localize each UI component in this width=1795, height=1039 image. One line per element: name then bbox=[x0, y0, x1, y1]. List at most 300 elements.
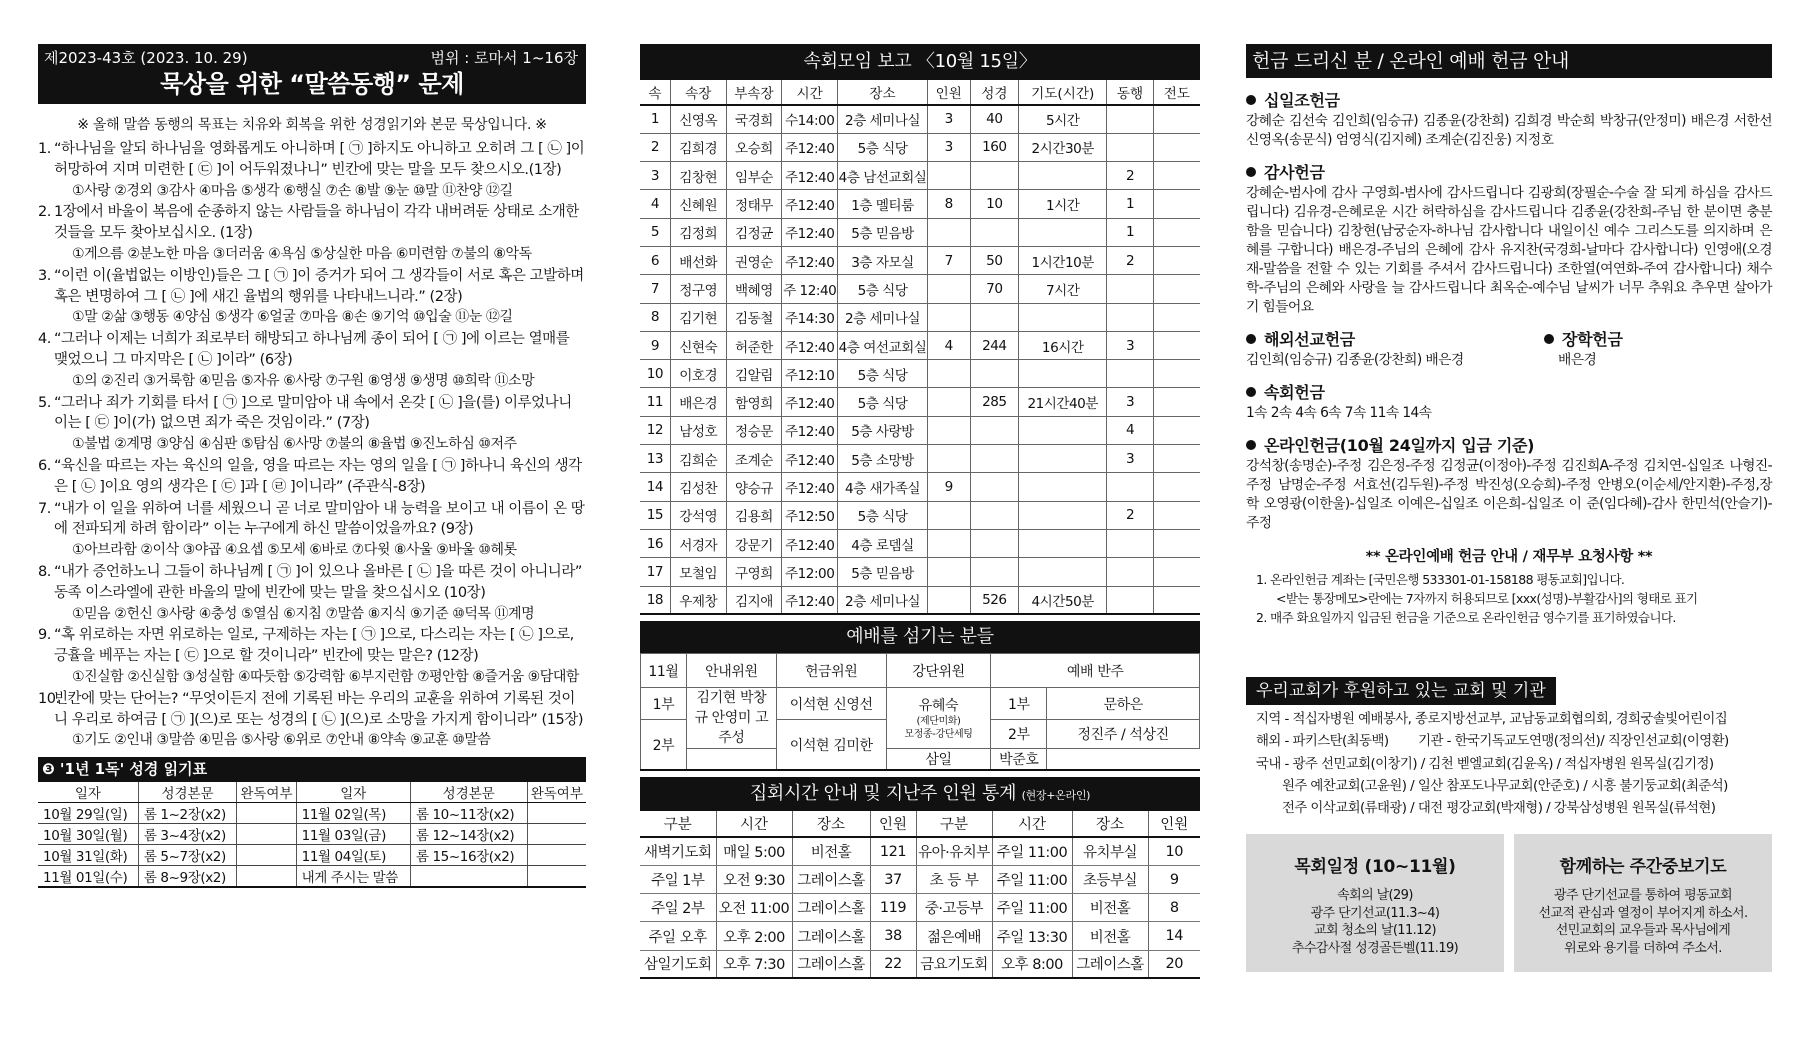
meeting-cell: 2층 세미나실 bbox=[838, 303, 928, 331]
meeting-cell: 7 bbox=[640, 275, 670, 303]
gathering-title-text: 집회시간 안내 및 지난주 인원 통계 bbox=[749, 783, 1017, 805]
online-title: 온라인헌금(10월 24일까지 입금 기준) bbox=[1264, 436, 1535, 455]
gathering-cell: 유치부실 bbox=[1072, 837, 1148, 865]
gathering-header: 시간 bbox=[992, 811, 1072, 837]
question-text: “육신을 따르는 자는 육신의 일을, 영을 따르는 자는 영의 일을 [ ㉠ ]하나니 육신의 생각은 [ ㉡ ]이요 영의 생각은 [ ㉢ ]과 [ ㉣ ]이니라” (주관식-8장) bbox=[54, 457, 582, 495]
support-line: 전주 이삭교회(류태광) / 대전 평강교회(박재형) / 강북삼성병원 원목실(류석현) bbox=[1256, 801, 1716, 817]
offering-header: 헌금위원 bbox=[776, 654, 886, 688]
meeting-cell: 2층 세미나실 bbox=[838, 586, 928, 614]
meeting-cell: 12 bbox=[640, 416, 670, 444]
support-line: 국내 - 광주 선민교회(이창기) / 김천 벧엘교회(김윤옥) / 적십자병원 원목실(김기정) bbox=[1256, 756, 1714, 772]
meeting-header: 동행 bbox=[1107, 80, 1154, 105]
meeting-cell bbox=[970, 473, 1019, 501]
meeting-cell: 정승문 bbox=[726, 416, 782, 444]
bullet-icon bbox=[1544, 334, 1554, 344]
question-number: 8. bbox=[38, 563, 51, 580]
meeting-cell bbox=[1153, 331, 1200, 359]
reading-row bbox=[38, 803, 586, 824]
meeting-cell: 1시간10분 bbox=[1019, 246, 1107, 274]
gathering-cell: 비전홀 bbox=[1072, 894, 1148, 922]
meeting-cell bbox=[1153, 416, 1200, 444]
meeting-cell: 160 bbox=[970, 133, 1019, 161]
meeting-cell: 주12:00 bbox=[782, 558, 838, 586]
meeting-row bbox=[640, 473, 1200, 501]
reading-cell: 롬 15~16장(x2) bbox=[410, 845, 527, 866]
reading-plan-title: ❸ '1년 1독' 성경 읽기표 bbox=[38, 757, 586, 782]
meeting-header: 기도(시간) bbox=[1019, 80, 1107, 105]
meeting-cell: 배선화 bbox=[670, 246, 726, 274]
meeting-cell: 2 bbox=[1107, 162, 1154, 190]
gathering-cell: 금요기도회 bbox=[916, 950, 992, 978]
box-line: 교회 청소의 날(11.12) bbox=[1314, 923, 1436, 939]
meeting-cell: 10 bbox=[640, 360, 670, 388]
meeting-cell: 신혜원 bbox=[670, 190, 726, 218]
question-item bbox=[38, 266, 586, 328]
question-text: “내가 증언하노니 그들이 하나님께 [ ㉠ ]이 있으나 올바른 [ ㉡ ]을 따른 것이 아니니라” 동족 이스라엘에 관한 바울의 말에 빈칸에 맞는 말을 찾으십시오 (10장) bbox=[54, 563, 582, 601]
meeting-header: 시간 bbox=[782, 80, 838, 105]
meeting-cell: 5층 식당 bbox=[838, 360, 928, 388]
meeting-row bbox=[640, 218, 1200, 246]
reading-cell bbox=[527, 824, 586, 845]
meeting-cell bbox=[927, 416, 970, 444]
meeting-cell: 4 bbox=[1107, 416, 1154, 444]
meeting-row bbox=[640, 303, 1200, 331]
support-title: 우리교회가 후원하고 있는 교회 및 기관 bbox=[1246, 677, 1556, 705]
reading-cell: 롬 5~7장(x2) bbox=[138, 845, 236, 866]
meeting-cell: 15 bbox=[640, 501, 670, 529]
question-item bbox=[38, 689, 586, 751]
part1-label: 1부 bbox=[641, 688, 687, 720]
meeting-cell: 3 bbox=[927, 105, 970, 133]
gathering-cell: 그레이스홀 bbox=[792, 866, 870, 894]
meeting-cell: 1 bbox=[1107, 218, 1154, 246]
question-choices: ①의 ②진리 ③거룩함 ④믿음 ⑤자유 ⑥사랑 ⑦구원 ⑧영생 ⑨생명 ⑩희락 ⑪소망 bbox=[72, 372, 535, 389]
meeting-cell bbox=[927, 388, 970, 416]
quiz-header bbox=[38, 44, 586, 104]
meeting-cell: 김동철 bbox=[726, 303, 782, 331]
gathering-cell: 오후 8:00 bbox=[992, 950, 1072, 978]
meeting-cell: 주12:40 bbox=[782, 331, 838, 359]
meeting-cell bbox=[927, 303, 970, 331]
meeting-report-title: 속회모임 보고 〈10월 15일〉 bbox=[640, 44, 1200, 80]
meeting-cell bbox=[1153, 388, 1200, 416]
meeting-cell: 4 bbox=[927, 331, 970, 359]
box-line: 광주 단기선교(11.3~4) bbox=[1310, 905, 1440, 921]
meeting-cell bbox=[1153, 162, 1200, 190]
meeting-cell: 13 bbox=[640, 445, 670, 473]
mission-title: 해외선교헌금 bbox=[1264, 330, 1355, 349]
question-number: 10. bbox=[38, 690, 60, 707]
meeting-cell: 5층 믿음방 bbox=[838, 558, 928, 586]
meeting-cell: 1층 멜티룸 bbox=[838, 190, 928, 218]
question-number: 2. bbox=[38, 204, 51, 221]
meeting-cell: 7 bbox=[927, 246, 970, 274]
reading-cell: 내게 주시는 말씀 bbox=[296, 866, 410, 888]
prayer-box bbox=[1514, 834, 1772, 972]
meeting-cell bbox=[970, 445, 1019, 473]
meeting-cell: 김기현 bbox=[670, 303, 726, 331]
gathering-header: 구분 bbox=[640, 811, 716, 837]
meeting-cell: 남성호 bbox=[670, 416, 726, 444]
meeting-cell: 4층 새가족실 bbox=[838, 473, 928, 501]
question-choices: ①사랑 ②경외 ③감사 ④마음 ⑤생각 ⑥행실 ⑦손 ⑧발 ⑨눈 ⑩말 ⑪찬양 ⑫길 bbox=[72, 182, 513, 199]
meeting-cell bbox=[970, 360, 1019, 388]
gathering-cell: 오후 2:00 bbox=[716, 922, 792, 950]
gathering-table bbox=[640, 811, 1200, 979]
meeting-cell: 이호경 bbox=[670, 360, 726, 388]
meeting-cell: 김지애 bbox=[726, 586, 782, 614]
thanks-section bbox=[1246, 160, 1772, 317]
meeting-cell: 526 bbox=[970, 586, 1019, 614]
reading-header: 일자 bbox=[296, 782, 410, 803]
reading-header: 완독여부 bbox=[527, 782, 586, 803]
meeting-cell: 조계순 bbox=[726, 445, 782, 473]
gathering-cell: 22 bbox=[870, 950, 916, 978]
notice-title: ** 온라인예배 헌금 안내 / 재무부 요청사항 ** bbox=[1365, 549, 1653, 565]
support-line: 지역 - 적십자병원 예배봉사, 종로지방선교부, 교남동교회협의회, 경희궁솔빛어린이집 bbox=[1256, 712, 1728, 727]
notice-line-1b: <받는 통장메모>란에는 7자까지 허용되므로 [xxx(성명)-부활감사]의 형태로 표기 bbox=[1276, 591, 1698, 606]
notice-line-1: 1. 온라인헌금 계좌는 [국민은행 533301-01-158188 평동교회]입니다. bbox=[1256, 572, 1625, 587]
reading-cell bbox=[527, 803, 586, 824]
gathering-cell: 38 bbox=[870, 922, 916, 950]
question-choices: ①말 ②삶 ③행동 ④양심 ⑤생각 ⑥얼굴 ⑦마음 ⑧손 ⑨기억 ⑩입술 ⑪눈 ⑫길 bbox=[72, 309, 513, 326]
meeting-cell: 우제창 bbox=[670, 586, 726, 614]
bullet-icon bbox=[1246, 167, 1256, 177]
gathering-cell: 주일 11:00 bbox=[992, 894, 1072, 922]
gathering-cell: 주일 2부 bbox=[640, 894, 716, 922]
meeting-cell: 21시간40분 bbox=[1019, 388, 1107, 416]
gathering-cell: 주일 오후 bbox=[640, 922, 716, 950]
meeting-cell: 16시간 bbox=[1019, 331, 1107, 359]
question-number: 9. bbox=[38, 627, 51, 644]
meeting-row bbox=[640, 133, 1200, 161]
bullet-icon bbox=[1246, 334, 1256, 344]
meeting-cell: 주12:40 bbox=[782, 445, 838, 473]
gathering-cell: 121 bbox=[870, 837, 916, 865]
question-text: “그러나 이제는 너희가 죄로부터 해방되고 하나님께 종이 되어 [ ㉠ ]에 이르는 열매를 맺었으니 그 마지막은 [ ㉡ ]이라” (6장) bbox=[54, 331, 570, 368]
meeting-cell bbox=[1107, 586, 1154, 614]
meeting-row bbox=[640, 360, 1200, 388]
gathering-cell: 그레이스홀 bbox=[1072, 950, 1148, 978]
question-text: “내가 이 일을 위하여 너를 세웠으니 곧 너로 말미암아 내 능력을 보이고 내 이름이 온 땅에 전파되게 하려 함이라” 이는 누구에게 하신 말씀이었을까요? (9장) bbox=[54, 500, 585, 538]
meeting-cell bbox=[1019, 162, 1107, 190]
meeting-cell bbox=[927, 218, 970, 246]
meeting-cell: 주12:40 bbox=[782, 388, 838, 416]
gathering-cell: 비전홀 bbox=[1072, 922, 1148, 950]
meeting-header: 부속장 bbox=[726, 80, 782, 105]
meeting-cell bbox=[1107, 529, 1154, 557]
meeting-cell: 신영옥 bbox=[670, 105, 726, 133]
meeting-row bbox=[640, 586, 1200, 614]
question-choices: ①아브라함 ②이삭 ③야곱 ④요셉 ⑤모세 ⑥바로 ⑦다윗 ⑧사울 ⑨바울 ⑩헤롯 bbox=[72, 542, 517, 559]
tithe-section bbox=[1246, 88, 1772, 150]
meeting-cell: 4층 로뎀실 bbox=[838, 529, 928, 557]
meeting-report-table bbox=[640, 80, 1200, 615]
meeting-header: 인원 bbox=[927, 80, 970, 105]
reading-cell bbox=[237, 845, 296, 866]
meeting-cell: 주 12:40 bbox=[782, 275, 838, 303]
meeting-header: 전도 bbox=[1153, 80, 1200, 105]
meeting-cell bbox=[1153, 133, 1200, 161]
meeting-cell bbox=[927, 529, 970, 557]
question-item bbox=[38, 456, 586, 498]
meeting-row bbox=[640, 558, 1200, 586]
support-line: 원주 예찬교회(고윤원) / 일산 참포도나무교회(안준호) / 시흥 불기둥교회(최준석) bbox=[1256, 778, 1728, 794]
meeting-cell: 강문기 bbox=[726, 529, 782, 557]
meeting-header: 성경 bbox=[970, 80, 1019, 105]
altar-cell bbox=[886, 688, 991, 749]
meeting-cell: 8 bbox=[927, 190, 970, 218]
meeting-cell: 주12:40 bbox=[782, 473, 838, 501]
gathering-row bbox=[640, 922, 1200, 950]
question-item bbox=[38, 499, 586, 561]
online-notice bbox=[1246, 545, 1772, 627]
meeting-cell bbox=[1153, 218, 1200, 246]
meeting-cell bbox=[1019, 501, 1107, 529]
meeting-cell: 주12:40 bbox=[782, 586, 838, 614]
box-line: 선민교회의 교우들과 목사님에게 bbox=[1555, 923, 1731, 939]
reading-cell bbox=[527, 845, 586, 866]
gathering-cell: 119 bbox=[870, 894, 916, 922]
reading-cell: 10월 30일(월) bbox=[38, 824, 138, 845]
meeting-cell: 285 bbox=[970, 388, 1019, 416]
meeting-cell bbox=[1153, 190, 1200, 218]
gathering-cell: 그레이스홀 bbox=[792, 922, 870, 950]
gathering-cell: 10 bbox=[1148, 837, 1200, 865]
reading-header: 완독여부 bbox=[237, 782, 296, 803]
prayer-title: 함께하는 주간중보기도 bbox=[1559, 857, 1727, 878]
reading-cell: 10월 31일(화) bbox=[38, 845, 138, 866]
meeting-row bbox=[640, 445, 1200, 473]
meeting-cell bbox=[1019, 473, 1107, 501]
meeting-cell: 3 bbox=[640, 162, 670, 190]
gathering-row bbox=[640, 894, 1200, 922]
question-choices: ①진실함 ②신실함 ③성실함 ④따듯함 ⑤강력함 ⑥부지런함 ⑦평안함 ⑧즐거움 ⑨담대함 bbox=[72, 668, 579, 685]
meeting-cell: 2 bbox=[1107, 501, 1154, 529]
meeting-cell bbox=[1019, 218, 1107, 246]
question-number: 6. bbox=[38, 457, 51, 474]
altar-name: 유혜숙 bbox=[918, 698, 959, 715]
meeting-cell bbox=[927, 162, 970, 190]
quiz-column bbox=[38, 44, 586, 888]
meeting-row bbox=[640, 388, 1200, 416]
gathering-row bbox=[640, 866, 1200, 894]
meeting-cell: 주12:40 bbox=[782, 133, 838, 161]
meeting-cell bbox=[927, 275, 970, 303]
meeting-cell bbox=[1107, 303, 1154, 331]
meeting-cell bbox=[970, 162, 1019, 190]
meeting-cell bbox=[1019, 303, 1107, 331]
meeting-row bbox=[640, 162, 1200, 190]
online-section bbox=[1246, 433, 1772, 533]
servants-table bbox=[640, 653, 1200, 771]
meeting-cell bbox=[1019, 416, 1107, 444]
thanks-list: 강혜순-범사에 감사 구영희-범사에 감사드립니다 김광희(장필순-수술 잘 되게 하심을 감사드립니다) 김유경-은혜로운 시간 허락하심을 감사드립니다 김종윤(강찬희-주님 한 분이면 충분함을 믿습니다) 김창현(남궁순자-하나님 감사합니다 내일이신 예수 그리스도를 의지하며 은혜를 구합니다) 배은경-주님의 은혜에 감사 유지찬(국경희-날마다 감사합니다) 인영애(오경재-말씀을 전할 수 있는 기회를 주셔서 감사드립니다) 조한열(여연화-주여 감사합니다) 채수학-주님의 은혜와 사랑을 늘 감사드립니다 최옥순-예수님 날씨가 너무 추워요 추우면 살아가기 힘들어요 bbox=[1246, 185, 1772, 315]
meeting-cell: 50 bbox=[970, 246, 1019, 274]
reading-cell bbox=[237, 803, 296, 824]
acc2-name: 정진주 / 석상진 bbox=[1047, 720, 1200, 749]
gathering-header: 시간 bbox=[716, 811, 792, 837]
gathering-cell: 오전 9:30 bbox=[716, 866, 792, 894]
quiz-title: 묵상을 위한 “말씀동행” 문제 bbox=[160, 70, 464, 98]
meeting-cell: 17 bbox=[640, 558, 670, 586]
meeting-row bbox=[640, 190, 1200, 218]
reading-plan-table bbox=[38, 782, 586, 888]
meeting-row bbox=[640, 275, 1200, 303]
gathering-cell: 새벽기도회 bbox=[640, 837, 716, 865]
meeting-cell: 10 bbox=[970, 190, 1019, 218]
acc1-part: 1부 bbox=[991, 688, 1047, 720]
question-list bbox=[38, 139, 586, 751]
meeting-cell: 7시간 bbox=[1019, 275, 1107, 303]
meeting-cell bbox=[927, 501, 970, 529]
meeting-cell bbox=[970, 303, 1019, 331]
meeting-cell bbox=[1019, 558, 1107, 586]
meeting-cell bbox=[970, 416, 1019, 444]
reading-cell bbox=[410, 866, 527, 888]
meeting-cell bbox=[927, 445, 970, 473]
meeting-cell: 9 bbox=[640, 331, 670, 359]
reading-header: 성경본문 bbox=[138, 782, 236, 803]
meeting-cell bbox=[1153, 529, 1200, 557]
offering-part2: 이석현 김미한 bbox=[776, 720, 886, 771]
meeting-cell: 김희경 bbox=[670, 133, 726, 161]
meeting-cell bbox=[1107, 133, 1154, 161]
meeting-cell: 9 bbox=[927, 473, 970, 501]
meeting-cell: 주12:10 bbox=[782, 360, 838, 388]
meeting-cell: 4층 여선교회실 bbox=[838, 331, 928, 359]
meeting-cell: 5 bbox=[640, 218, 670, 246]
meeting-cell: 2 bbox=[1107, 246, 1154, 274]
gathering-cell: 오전 11:00 bbox=[716, 894, 792, 922]
meeting-cell: 국경희 bbox=[726, 105, 782, 133]
servants-month: 11월 bbox=[641, 654, 687, 688]
meeting-cell: 주12:40 bbox=[782, 162, 838, 190]
support-line: 해외 - 파키스탄(최동백) 기관 - 한국기독교도연맹(정의선)/ 직장인선교회(이영환) bbox=[1256, 734, 1729, 750]
accompanist-header: 예배 반주 bbox=[991, 654, 1200, 688]
quiz-note: ※ 올해 말씀 동행의 목표는 치유와 회복을 위한 성경읽기와 본문 묵상입니다. ※ bbox=[77, 117, 547, 133]
scholar-list: 배은경 bbox=[1558, 352, 1597, 368]
question-text: “그러나 죄가 기회를 타서 [ ㉠ ]으로 말미암아 내 속에서 온갖 [ ㉡ ]을(를) 이루었나니 이는 [ ㉢ ]이(가) 없으면 죄가 죽은 것임이라.” (7장) bbox=[54, 394, 572, 432]
meeting-cell: 김희순 bbox=[670, 445, 726, 473]
meeting-cell: 모철임 bbox=[670, 558, 726, 586]
reading-cell: 11월 03일(금) bbox=[296, 824, 410, 845]
meeting-cell: 주12:40 bbox=[782, 416, 838, 444]
meeting-cell bbox=[1019, 529, 1107, 557]
meeting-cell: 주12:40 bbox=[782, 246, 838, 274]
meeting-cell bbox=[1107, 105, 1154, 133]
meeting-cell: 16 bbox=[640, 529, 670, 557]
meeting-cell: 김성찬 bbox=[670, 473, 726, 501]
online-list: 강석창(송명순)-주정 김은정-주정 김정균(이정아)-주정 김진희A-주정 김치연-십일조 나형진-주정 남명순-주정 서효선(김두원)-주정 박진성(오승희)-주정 안병오(이순세/안지환)-주정,장학 오영광(이한울)-십일조 이예은-십일조 이은희-십일조 이 준(임다혜)-감사 한민석(안슬기)-주정 bbox=[1246, 458, 1772, 531]
meeting-cell bbox=[1019, 445, 1107, 473]
info-boxes bbox=[1246, 834, 1772, 972]
reading-cell: 롬 1~2장(x2) bbox=[138, 803, 236, 824]
question-choices: ①기도 ②인내 ③말씀 ④믿음 ⑤사랑 ⑥위로 ⑦안내 ⑧약속 ⑨교훈 ⑩말씀 bbox=[72, 732, 491, 749]
meeting-cell bbox=[1107, 473, 1154, 501]
meeting-cell: 수14:00 bbox=[782, 105, 838, 133]
gathering-cell: 37 bbox=[870, 866, 916, 894]
meeting-cell: 5층 식당 bbox=[838, 275, 928, 303]
reports-column bbox=[640, 44, 1200, 979]
meeting-cell: 5층 식당 bbox=[838, 133, 928, 161]
meeting-cell: 3층 자모실 bbox=[838, 246, 928, 274]
meeting-header: 속 bbox=[640, 80, 670, 105]
meeting-cell: 백혜영 bbox=[726, 275, 782, 303]
meeting-cell bbox=[1107, 275, 1154, 303]
question-text: “혹 위로하는 자면 위로하는 일로, 구제하는 자는 [ ㉠ ]으로, 다스리는 자는 [ ㉡ ]으로, 긍휼을 베푸는 자는 [ ㉢ ]으로 할 것이니라” 빈칸에 맞는 말은? (12장) bbox=[54, 627, 574, 665]
meeting-cell: 주12:40 bbox=[782, 529, 838, 557]
meeting-cell: 5층 믿음방 bbox=[838, 218, 928, 246]
altar-sub2: 모정종-강단세팅 bbox=[904, 729, 973, 741]
meeting-cell bbox=[970, 529, 1019, 557]
gathering-header: 인원 bbox=[870, 811, 916, 837]
question-item bbox=[38, 393, 586, 455]
meeting-cell: 1 bbox=[1107, 190, 1154, 218]
part2-label: 2부 bbox=[641, 720, 687, 771]
meeting-cell: 8 bbox=[640, 303, 670, 331]
gathering-title bbox=[640, 777, 1200, 811]
support-list bbox=[1246, 709, 1772, 820]
acc3-part: 삼일 bbox=[886, 749, 991, 771]
question-text: “하나님을 알되 하나님을 영화롭게도 아니하며 [ ㉠ ]하지도 아니하고 오히려 그 [ ㉡ ]이 허망하여 지며 미련한 [ ㉢ ]이 어두워졌나니” 빈칸에 맞는 말을 모두 찾으시오.(1장) bbox=[54, 141, 585, 178]
meeting-cell: 배은경 bbox=[670, 388, 726, 416]
meeting-cell bbox=[1153, 586, 1200, 614]
meeting-cell bbox=[1153, 246, 1200, 274]
meeting-cell bbox=[1153, 473, 1200, 501]
gathering-title-small: (현장+온라인) bbox=[1021, 789, 1091, 803]
meeting-cell: 2시간30분 bbox=[1019, 133, 1107, 161]
offering-header: 헌금 드리신 분 / 온라인 예배 헌금 안내 bbox=[1246, 44, 1772, 78]
meeting-cell: 정구영 bbox=[670, 275, 726, 303]
reading-header: 일자 bbox=[38, 782, 138, 803]
meeting-cell bbox=[970, 218, 1019, 246]
gathering-cell: 주일 1부 bbox=[640, 866, 716, 894]
box-line: 속회의 날(29) bbox=[1337, 888, 1413, 904]
tithe-title: 십일조헌금 bbox=[1264, 91, 1340, 110]
reading-header: 성경본문 bbox=[410, 782, 527, 803]
servants-title: 예배를 섬기는 분들 bbox=[640, 621, 1200, 653]
notice-line-2: 2. 매주 화요일까지 입금된 헌금을 기준으로 온라인헌금 영수기를 표기하였습니다. bbox=[1256, 610, 1676, 625]
gathering-header: 구분 bbox=[916, 811, 992, 837]
gathering-cell: 주일 11:00 bbox=[992, 866, 1072, 894]
gathering-row bbox=[640, 950, 1200, 978]
gathering-header: 장소 bbox=[792, 811, 870, 837]
meeting-cell: 5층 소망방 bbox=[838, 445, 928, 473]
gathering-cell: 그레이스홀 bbox=[792, 950, 870, 978]
meeting-cell: 정태무 bbox=[726, 190, 782, 218]
meeting-cell: 1시간 bbox=[1019, 190, 1107, 218]
reading-cell bbox=[237, 866, 296, 888]
question-choices: ①게으름 ②분노한 마음 ③더러움 ④욕심 ⑤상실한 마음 ⑥미련함 ⑦불의 ⑧악독 bbox=[72, 245, 532, 262]
meeting-cell: 3 bbox=[1107, 445, 1154, 473]
meeting-cell: 2 bbox=[640, 133, 670, 161]
meeting-cell: 5층 식당 bbox=[838, 388, 928, 416]
reading-row bbox=[38, 845, 586, 866]
meeting-cell: 서경자 bbox=[670, 529, 726, 557]
reading-cell bbox=[237, 824, 296, 845]
question-choices: ①믿음 ②헌신 ③사랑 ④충성 ⑤열심 ⑥지침 ⑦말씀 ⑧지식 ⑨기준 ⑩덕목 ⑪계명 bbox=[72, 605, 535, 622]
gathering-cell: 14 bbox=[1148, 922, 1200, 950]
offering-part1: 이석현 신영선 bbox=[776, 688, 886, 720]
gathering-cell: 20 bbox=[1148, 950, 1200, 978]
meeting-cell bbox=[1153, 303, 1200, 331]
meeting-cell: 임부순 bbox=[726, 162, 782, 190]
question-item bbox=[38, 329, 586, 391]
reading-cell bbox=[527, 866, 586, 888]
scholar-title: 장학헌금 bbox=[1562, 330, 1623, 349]
meeting-cell bbox=[1153, 445, 1200, 473]
